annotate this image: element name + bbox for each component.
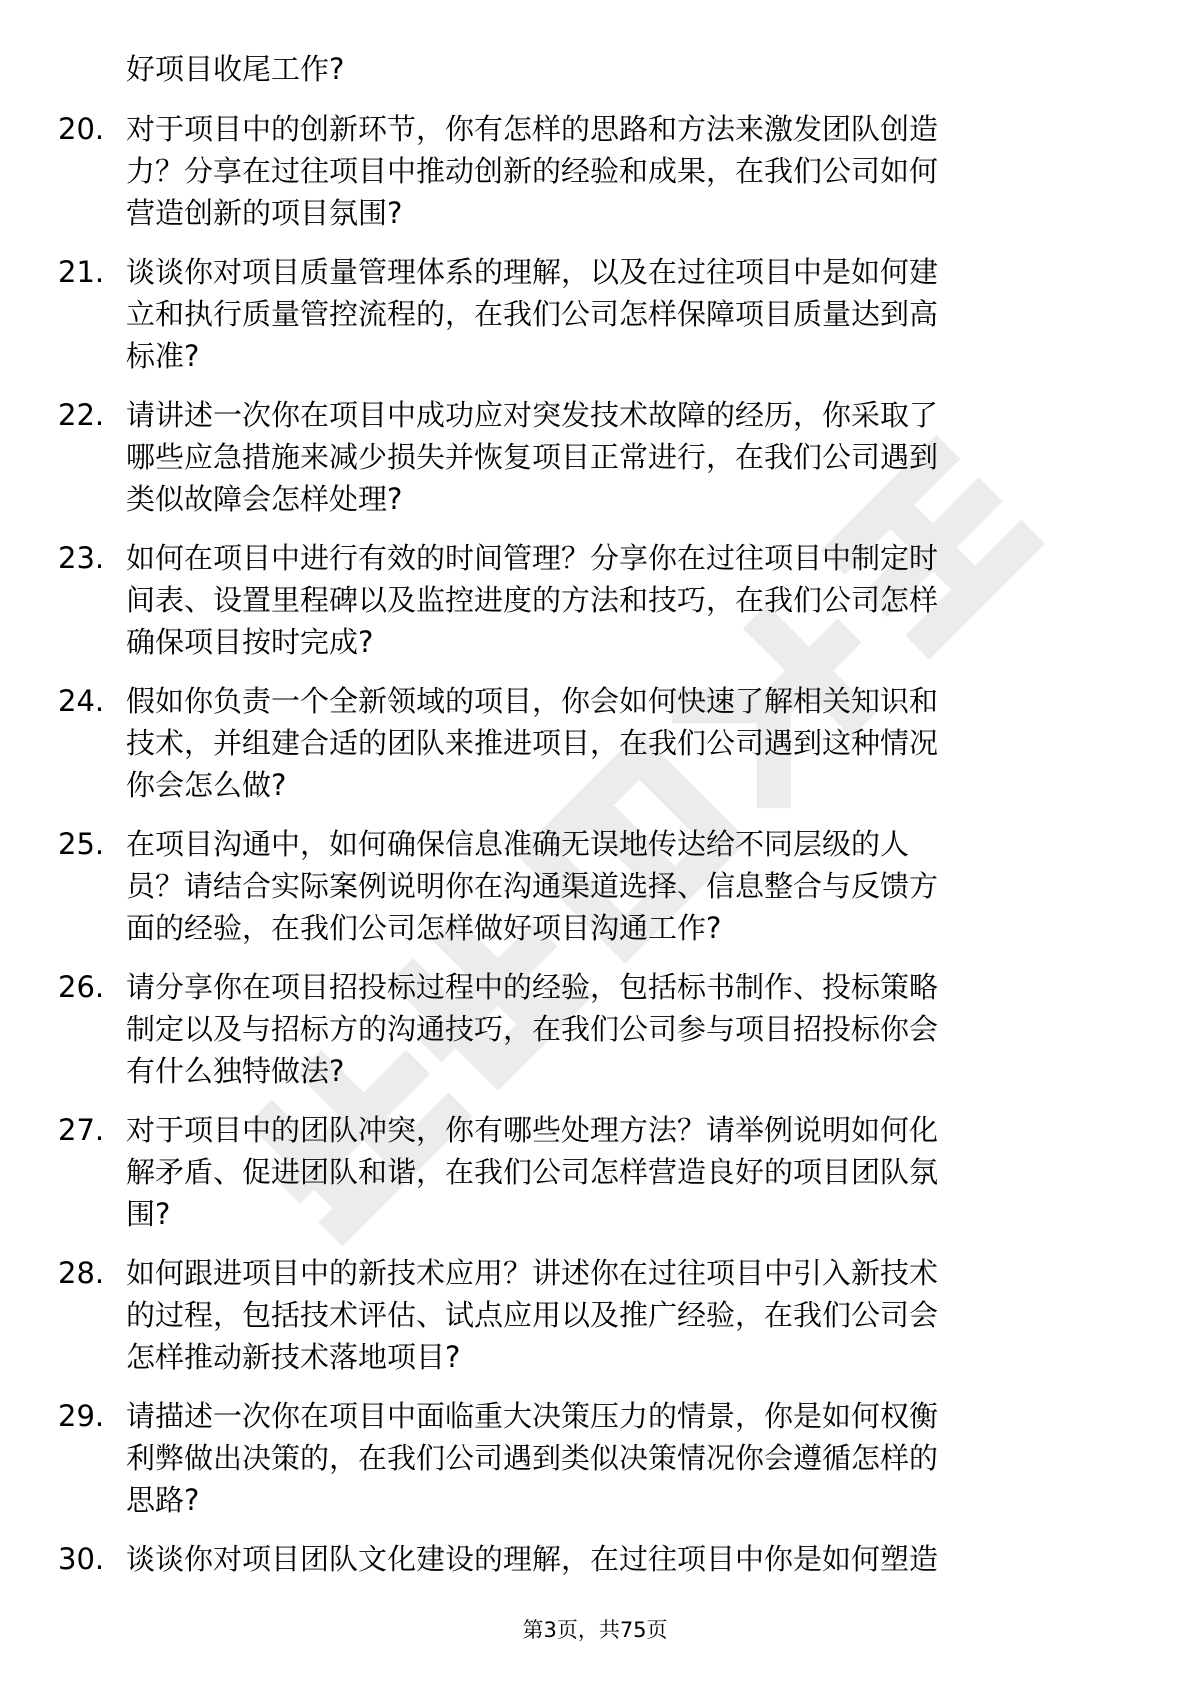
question-text-line: 怎样推动新技术落地项目? — [126, 1340, 461, 1374]
question-number: 26. — [58, 970, 105, 1004]
page-content — [58, 48, 1118, 1597]
question-text — [126, 394, 1118, 520]
question-text-line: 你会怎么做? — [126, 768, 287, 802]
question-item — [58, 251, 1118, 377]
question-number: 25. — [58, 827, 105, 861]
question-text-line: 解矛盾、促进团队和谐，在我们公司怎样营造良好的项目团队氛 — [126, 1155, 939, 1189]
question-item — [58, 1538, 1118, 1580]
question-text-line: 面的经验，在我们公司怎样做好项目沟通工作? — [126, 911, 722, 945]
question-text — [126, 537, 1118, 663]
question-text-line: 间表、设置里程碑以及监控进度的方法和技巧，在我们公司怎样 — [126, 583, 939, 617]
question-text-line: 的过程，包括技术评估、试点应用以及推广经验，在我们公司会 — [126, 1298, 939, 1332]
question-text-line: 立和执行质量管控流程的，在我们公司怎样保障项目质量达到高 — [126, 297, 939, 331]
question-text-line: 类似故障会怎样处理? — [126, 482, 403, 516]
question-text-line: 力？分享在过往项目中推动创新的经验和成果，在我们公司如何 — [126, 154, 939, 188]
question-text-line: 利弊做出决策的，在我们公司遇到类似决策情况你会遵循怎样的 — [126, 1441, 939, 1475]
question-item — [58, 823, 1118, 949]
question-text — [126, 1395, 1118, 1521]
page-footer: 第3页，共75页 — [522, 1618, 668, 1642]
question-item — [58, 108, 1118, 234]
question-number: 20. — [58, 112, 105, 146]
question-item — [58, 966, 1118, 1092]
question-text-line: 技术，并组建合适的团队来推进项目，在我们公司遇到这种情况 — [126, 726, 939, 760]
question-text-line: 请讲述一次你在项目中成功应对突发技术故障的经历，你采取了 — [126, 398, 939, 432]
question-text — [126, 1252, 1118, 1378]
question-text — [126, 966, 1118, 1092]
question-text-line: 如何跟进项目中的新技术应用？讲述你在过往项目中引入新技术 — [126, 1256, 939, 1290]
question-text-line: 假如你负责一个全新领域的项目，你会如何快速了解相关知识和 — [126, 684, 939, 718]
question-number: 28. — [58, 1256, 105, 1290]
question-text-line: 谈谈你对项目质量管理体系的理解，以及在过往项目中是如何建 — [126, 255, 939, 289]
question-item — [58, 537, 1118, 663]
question-text-line: 哪些应急措施来减少损失并恢复项目正常进行，在我们公司遇到 — [126, 440, 939, 474]
question-text — [126, 823, 1118, 949]
question-text-line: 确保项目按时完成? — [126, 625, 374, 659]
question-text-line: 营造创新的项目氛围? — [126, 196, 403, 230]
question-text-line: 如何在项目中进行有效的时间管理？分享你在过往项目中制定时 — [126, 541, 939, 575]
question-text — [126, 680, 1118, 806]
question-item — [58, 1252, 1118, 1378]
question-number: 21. — [58, 255, 105, 289]
question-text-line: 围? — [126, 1197, 171, 1231]
question-number: 24. — [58, 684, 105, 718]
question-text — [126, 108, 1118, 234]
question-text-line: 思路? — [126, 1483, 200, 1517]
question-text — [126, 1538, 1118, 1580]
question-text-line: 对于项目中的创新环节，你有怎样的思路和方法来激发团队创造 — [126, 112, 939, 146]
question-number: 30. — [58, 1542, 105, 1576]
question-number: 29. — [58, 1399, 105, 1433]
question-text-line: 谈谈你对项目团队文化建设的理解，在过往项目中你是如何塑造 — [126, 1542, 939, 1576]
question-item — [58, 680, 1118, 806]
continued-question-text: 好项目收尾工作? — [126, 52, 345, 86]
question-text-line: 制定以及与招标方的沟通技巧，在我们公司参与项目招投标你会 — [126, 1012, 939, 1046]
question-text-line: 请分享你在项目招投标过程中的经验，包括标书制作、投标策略 — [126, 970, 939, 1004]
question-item — [58, 394, 1118, 520]
question-list — [58, 108, 1118, 1580]
question-number: 27. — [58, 1113, 105, 1147]
question-number: 22. — [58, 398, 105, 432]
question-text-line: 标准? — [126, 339, 200, 373]
question-item — [58, 1109, 1118, 1235]
question-text-line: 请描述一次你在项目中面临重大决策压力的情景，你是如何权衡 — [126, 1399, 939, 1433]
question-text-line: 对于项目中的团队冲突，你有哪些处理方法？请举例说明如何化 — [126, 1113, 939, 1147]
question-text-line: 有什么独特做法? — [126, 1054, 345, 1088]
question-text-line: 员？请结合实际案例说明你在沟通渠道选择、信息整合与反馈方 — [126, 869, 939, 903]
question-item — [58, 1395, 1118, 1521]
question-text-line: 在项目沟通中，如何确保信息准确无误地传达给不同层级的人 — [126, 827, 910, 861]
question-number: 23. — [58, 541, 105, 575]
question-text — [126, 251, 1118, 377]
question-text — [126, 1109, 1118, 1235]
